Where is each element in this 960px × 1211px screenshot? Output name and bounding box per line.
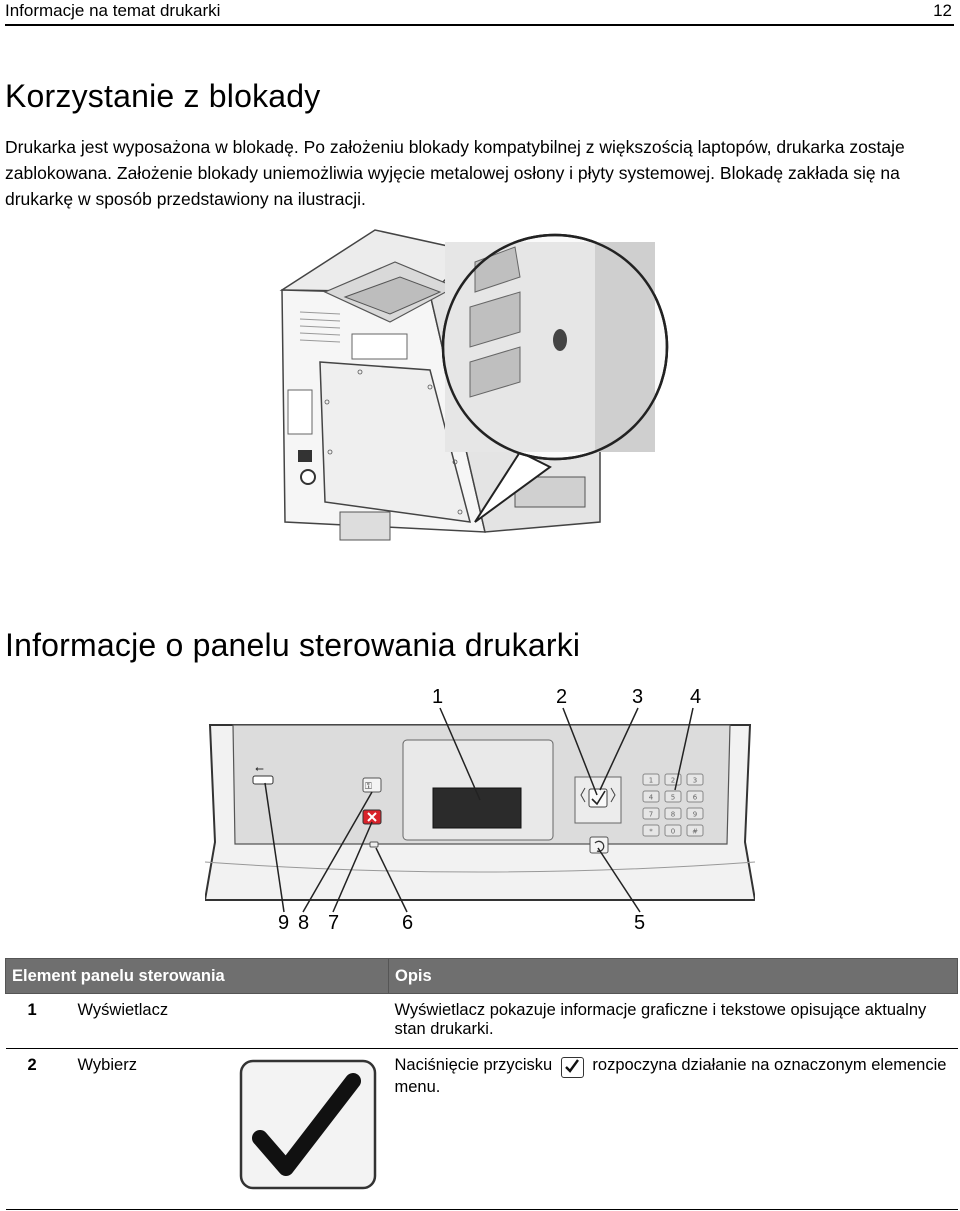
keypad-key-label: * bbox=[649, 827, 653, 836]
keypad-key-label: 7 bbox=[648, 810, 654, 819]
keypad-key-label: 4 bbox=[648, 793, 654, 802]
section-heading-control-panel: Informacje o panelu sterowania drukarki bbox=[5, 627, 581, 663]
callout-2: 2 bbox=[556, 686, 568, 708]
callout-9: 9 bbox=[278, 912, 290, 934]
keypad-key-label: 8 bbox=[670, 810, 676, 819]
row-number: 1 bbox=[6, 994, 72, 1049]
row-image-cell bbox=[232, 994, 389, 1049]
desc-after: rozpoczyna działanie na oznaczonym elemencie menu. bbox=[394, 1056, 947, 1096]
col-header-description: Opis bbox=[389, 959, 958, 994]
callout-6: 6 bbox=[402, 912, 414, 934]
table-row bbox=[6, 1049, 958, 1210]
row-image-cell bbox=[232, 1049, 389, 1210]
row-description bbox=[389, 1049, 958, 1210]
callout-8: 8 bbox=[298, 912, 310, 934]
keypad-key-label: 2 bbox=[670, 776, 676, 785]
svg-text:⚿: ⚿ bbox=[365, 782, 372, 792]
check-icon bbox=[561, 1057, 584, 1078]
row-number: 2 bbox=[6, 1049, 72, 1210]
col-header-element: Element panelu sterowania bbox=[6, 959, 389, 994]
select-check-icon bbox=[238, 1056, 378, 1191]
keypad-key-label: # bbox=[692, 827, 698, 836]
row-element: Wyświetlacz bbox=[72, 994, 232, 1049]
keypad-key-label: 9 bbox=[692, 810, 698, 819]
callout-7: 7 bbox=[328, 912, 340, 934]
keypad-key-label: 5 bbox=[670, 793, 676, 802]
keypad-key-label: 0 bbox=[670, 827, 676, 836]
usb-icon: ⭠ bbox=[255, 762, 264, 775]
section-heading-lock: Korzystanie z blokady bbox=[5, 78, 321, 114]
header-title: Informacje na temat drukarki bbox=[5, 1, 221, 20]
lock-paragraph: Drukarka jest wyposażona w blokadę. Po założeniu blokady kompatybilnej z większością laptopów, drukarka zostaje zablokowana. Założenie blokady uniemożliwia wyjęcie metalowej osłony i płyty systemowej. Blokadę zakłada się na drukarkę w sposób przedstawiony na ilustracji. bbox=[5, 137, 905, 209]
table-row bbox=[6, 994, 958, 1049]
callout-5: 5 bbox=[634, 912, 646, 934]
row-description: Wyświetlacz pokazuje informacje graficzne i tekstowe opisujące aktualny stan drukarki. bbox=[389, 994, 958, 1049]
keypad-key-label: 6 bbox=[692, 793, 698, 802]
callout-4: 4 bbox=[690, 686, 702, 708]
desc-before: Naciśnięcie przycisku bbox=[394, 1056, 553, 1074]
page-number: 12 bbox=[933, 1, 952, 20]
keypad-key-label: 1 bbox=[648, 776, 654, 785]
keypad-key-label: 3 bbox=[692, 776, 698, 785]
callout-1: 1 bbox=[432, 686, 444, 708]
row-element: Wybierz bbox=[72, 1049, 232, 1210]
callout-3: 3 bbox=[632, 686, 644, 708]
control-panel-table bbox=[5, 958, 958, 1210]
